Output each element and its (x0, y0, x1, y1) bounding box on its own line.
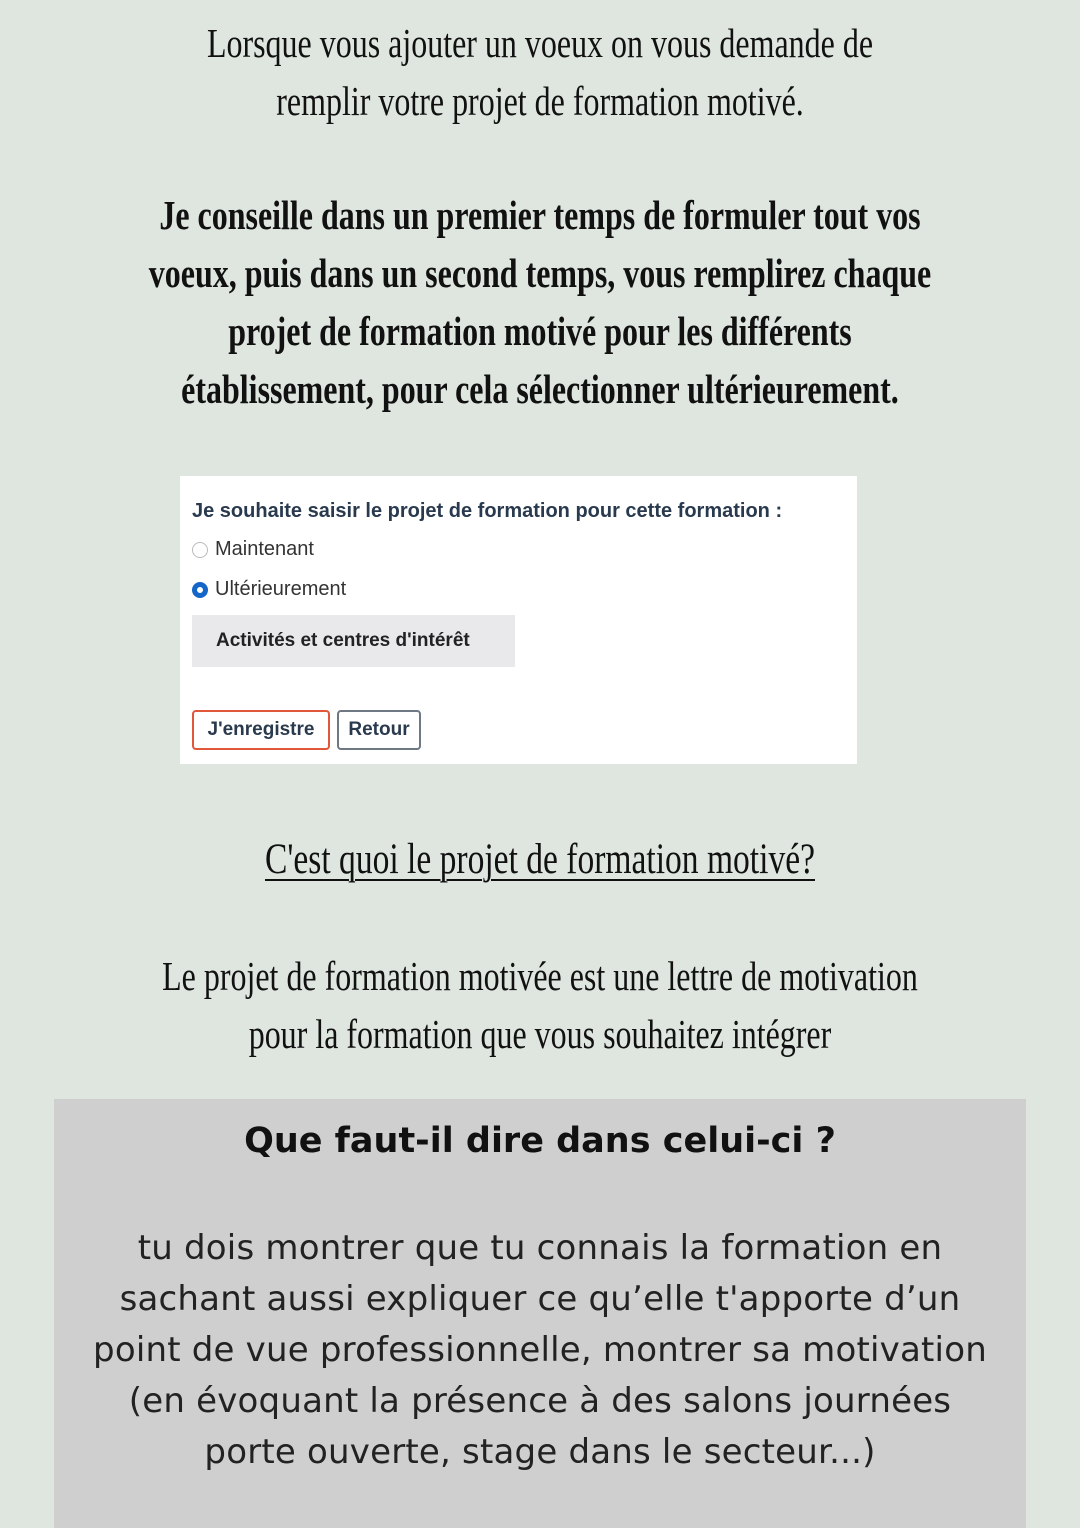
info-box-line: (en évoquant la présence à des salons journées (128, 1381, 952, 1421)
definition-paragraph (119, 947, 961, 1063)
radio-option-later[interactable] (192, 578, 346, 601)
info-box-title: Que faut-il dire dans celui-ci ? (244, 1121, 836, 1161)
info-box-line: tu dois montrer que tu connais la formation en (137, 1228, 943, 1268)
info-box-line: point de vue professionnelle, montrer sa motivation (93, 1330, 987, 1370)
radio-option-now[interactable] (192, 538, 314, 561)
info-box (54, 1099, 1026, 1528)
info-box-line: porte ouverte, stage dans le secteur...) (204, 1432, 876, 1472)
definition-line: Le projet de formation motivée est une lettre de motivation (162, 953, 918, 999)
radio-label: Ultérieurement (215, 578, 347, 600)
form-screenshot (180, 476, 857, 764)
intro-line: Lorsque vous ajouter un voeux on vous demande de (206, 20, 874, 66)
save-button[interactable]: J'enregistre (192, 710, 330, 750)
advice-line: établissement, pour cela sélectionner ultérieurement. (181, 366, 899, 412)
back-button[interactable]: Retour (337, 710, 421, 750)
radio-label: Maintenant (215, 538, 314, 560)
advice-line: voeux, puis dans un second temps, vous remplirez chaque (148, 250, 932, 296)
section-subtitle (119, 832, 961, 888)
advice-line: Je conseille dans un premier temps de formuler tout vos (159, 192, 921, 238)
intro-line: remplir votre projet de formation motivé. (276, 78, 804, 124)
advice-paragraph (119, 186, 961, 418)
radio-checked-icon[interactable] (192, 582, 208, 598)
definition-line: pour la formation que vous souhaitez intégrer (248, 1011, 832, 1057)
info-box-text (54, 1223, 1026, 1478)
info-box-line: sachant aussi expliquer ce qu’elle t'apporte d’un (119, 1279, 961, 1319)
form-question: Je souhaite saisir le projet de formation pour cette formation : (192, 500, 783, 522)
radio-unchecked-icon[interactable] (192, 542, 208, 558)
subtitle-text: C'est quoi le projet de formation motivé? (264, 836, 815, 883)
advice-line: projet de formation motivé pour les différents (228, 308, 852, 354)
activities-section-header[interactable]: Activités et centres d'intérêt (192, 615, 515, 667)
intro-paragraph (119, 14, 961, 130)
